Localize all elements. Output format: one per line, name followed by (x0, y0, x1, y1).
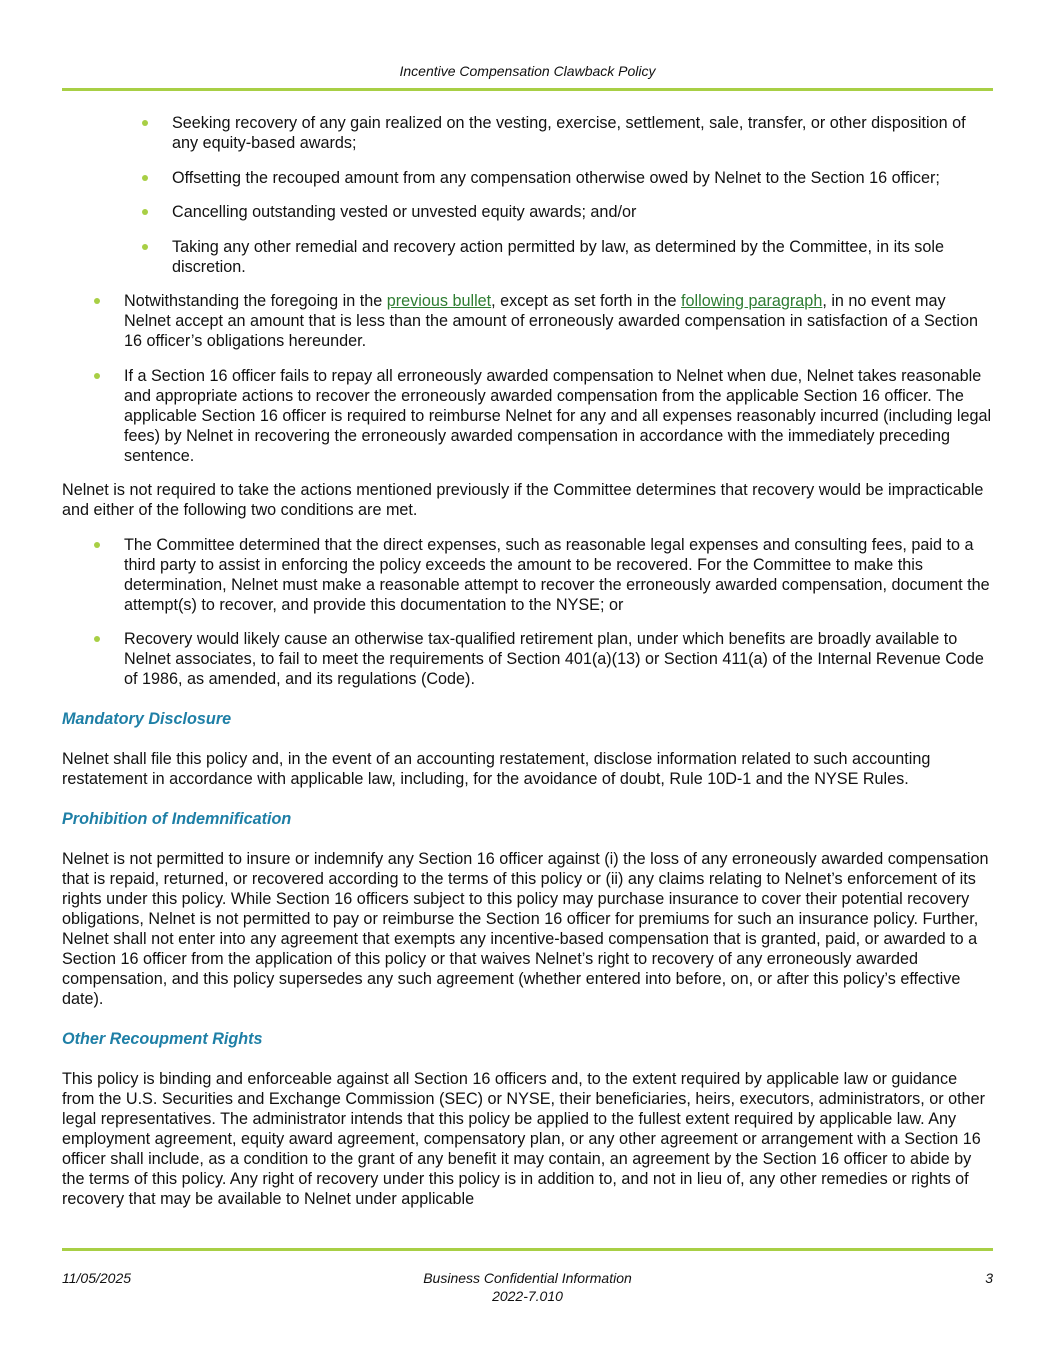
impracticable-conditions-list (62, 535, 993, 690)
list-item: Offsetting the recouped amount from any compensation otherwise owed by Nelnet to the Section 16 officer; (172, 168, 993, 188)
obligations-list (62, 291, 993, 466)
footer-date: 11/05/2025 (62, 1270, 132, 1286)
bullet-text: , except as set forth in the (491, 292, 682, 310)
document-body (62, 113, 993, 1209)
footer-doc-number: 2022-7.010 (492, 1288, 563, 1304)
section-heading-other-recoupment: Other Recoupment Rights (62, 1030, 263, 1048)
page-number: 3 (985, 1270, 993, 1286)
list-item: Cancelling outstanding vested or unvested equity awards; and/or (172, 202, 993, 222)
header-divider (62, 88, 993, 91)
section-body-prohibition: Nelnet is not permitted to insure or indemnify any Section 16 officer against (i) the loss of any erroneously awarded compensation that is repaid, returned, or recovered according to the terms of this policy or (ii) any claims relating to Nelnet’s enforcement of its rights under this policy. While Section 16 officers subject to this policy may purchase insurance to cover their potential recovery obligations, Nelnet is not permitted to pay or reimburse the Section 16 officer for premiums for such an insurance policy. Further, Nelnet shall not enter into any agreement that exempts any incentive-based compensation that is granted, paid, or awarded to a Section 16 officer from the application of this policy or that waives Nelnet’s right to recovery of any erroneously awarded compensation, and this policy supersedes any such agreement (whether entered into before, on, or after this policy’s effective date). (62, 850, 989, 1008)
footer-divider (62, 1248, 993, 1251)
list-item: Recovery would likely cause an otherwise tax-qualified retirement plan, under which benefits are broadly available to Nelnet associates, to fail to meet the requirements of Section 401(a)(13) or Section 411(a) of the Internal Revenue Code of 1986, as amended, and its regulations (Code). (124, 629, 993, 689)
footer-classification-block (62, 1269, 993, 1305)
recovery-methods-list (62, 113, 993, 277)
previous-bullet-link[interactable]: previous bullet (386, 292, 492, 310)
bullet-text: , in no event may Nelnet accept an amount that is less than the amount of erroneously awarded compensation in satisfaction of a Section 16 officer’s obligations hereunder. (124, 292, 978, 350)
list-item: Seeking recovery of any gain realized on the vesting, exercise, settlement, sale, transfer, or other disposition of any equity-based awards; (172, 113, 993, 153)
list-item (124, 291, 993, 351)
bullet-text: Notwithstanding the foregoing in the (124, 292, 387, 310)
footer-classification: Business Confidential Information (423, 1270, 632, 1286)
list-item: The Committee determined that the direct expenses, such as reasonable legal expenses and consulting fees, paid to a third party to assist in enforcing the policy exceeds the amount to be recovered. For the Committee to make this determination, Nelnet must make a reasonable attempt to recover the erroneously awarded compensation, document the attempt(s) to recover, and provide this documentation to the NYSE; or (124, 535, 993, 615)
section-heading-prohibition: Prohibition of Indemnification (62, 810, 292, 828)
list-item: If a Section 16 officer fails to repay all erroneously awarded compensation to Nelnet when due, Nelnet takes reasonable and appropriate actions to recover the erroneously awarded compensation from the applicable Section 16 officer. The applicable Section 16 officer is required to reimburse Nelnet for any and all expenses reasonably incurred (including legal fees) by Nelnet in recovering the erroneously awarded compensation in accordance with the immediately preceding sentence. (124, 366, 992, 465)
following-paragraph-link[interactable]: following paragraph (681, 292, 823, 310)
document-header-title: Incentive Compensation Clawback Policy (399, 63, 656, 79)
list-item: Taking any other remedial and recovery action permitted by law, as determined by the Committee, in its sole discretion. (172, 237, 993, 277)
section-body-other-recoupment: This policy is binding and enforceable against all Section 16 officers and, to the extent required by applicable law or guidance from the U.S. Securities and Exchange Commission (SEC) or NYSE, their beneficiaries, heirs, executors, administrators, or other legal representatives. The administrator intends that this policy be applied to the fullest extent required by applicable law. Any employment agreement, equity award agreement, compensatory plan, or any other agreement or arrangement with a Section 16 officer shall include, as a condition to the grant of any benefit it may contain, an agreement by the Section 16 officer to abide by the terms of this policy. Any right of recovery under this policy is in addition to, and not in lieu of, any other remedies or rights of recovery that may be available to Nelnet under applicable (62, 1070, 986, 1208)
paragraph-not-required: Nelnet is not required to take the actions mentioned previously if the Committee determines that recovery would be impracticable and either of the following two conditions are met. (62, 481, 984, 519)
section-body-mandatory-disclosure: Nelnet shall file this policy and, in the event of an accounting restatement, disclose information related to such accounting restatement in accordance with applicable law, including, for the avoidance of doubt, Rule 10D-1 and the NYSE Rules. (62, 750, 931, 788)
section-heading-mandatory-disclosure: Mandatory Disclosure (62, 710, 232, 728)
